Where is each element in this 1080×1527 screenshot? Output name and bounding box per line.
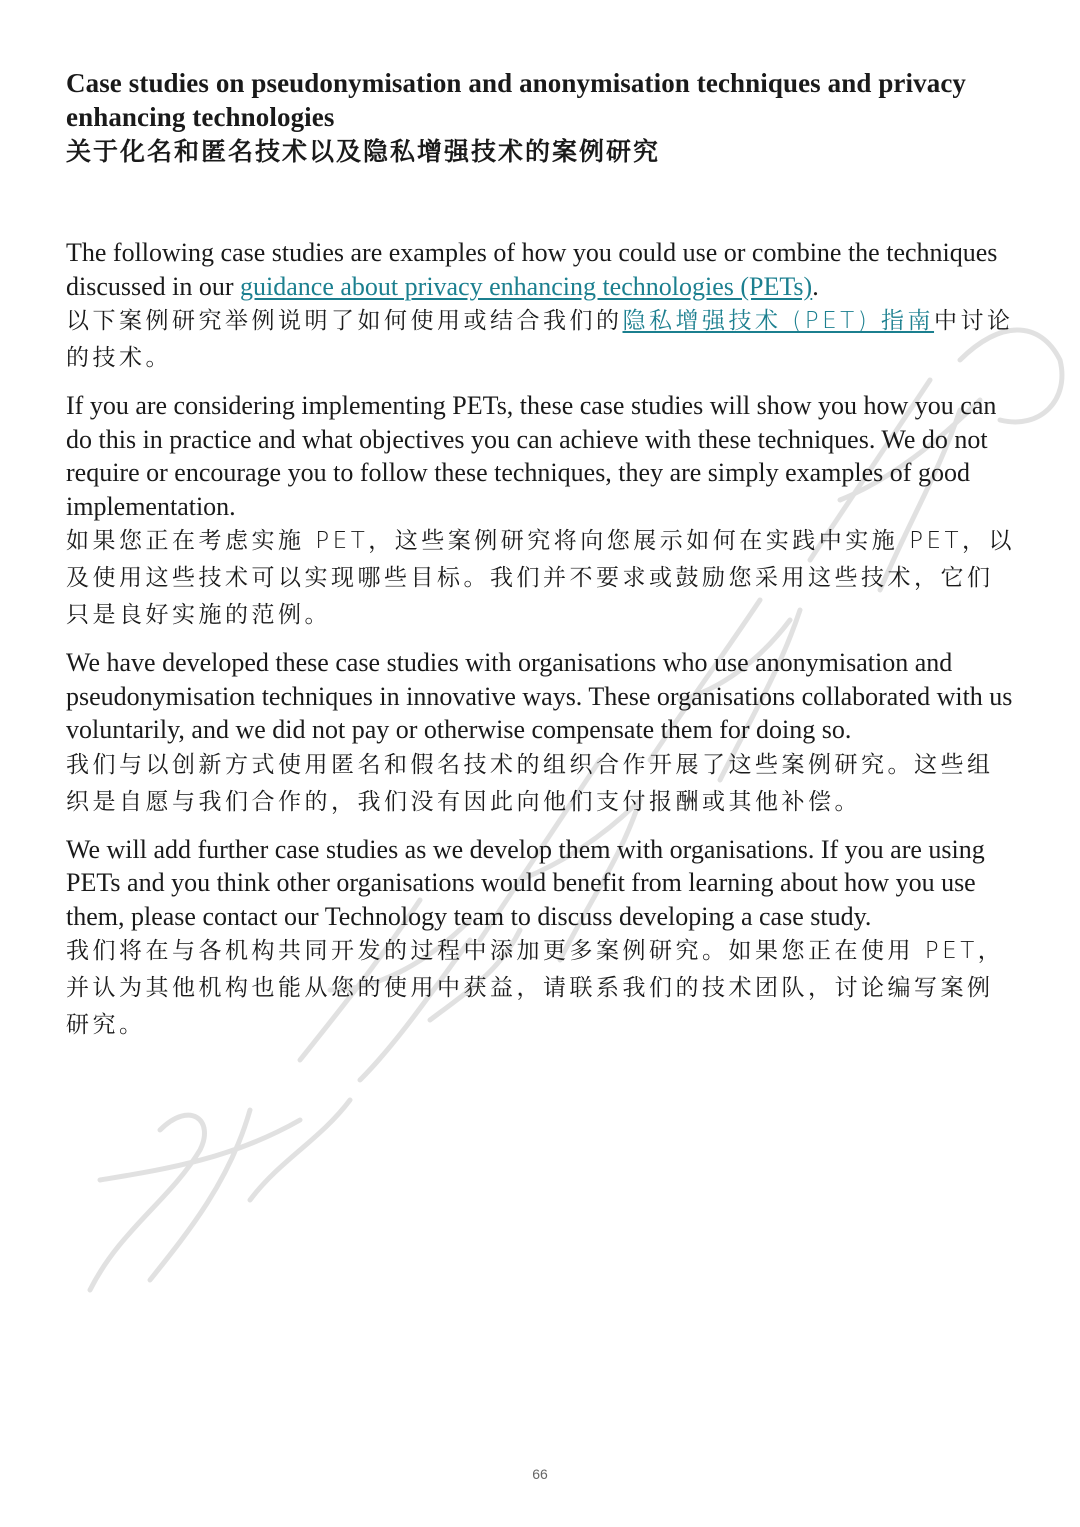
page-title-en: Case studies on pseudonymisation and anonymisation techniques and privacy enhancing technologies: [66, 68, 966, 132]
paragraph-further-en: We will add further case studies as we develop them with organisations. If you are using PETs and you think other organisations would benefit from learning about how you use them, please contact our Technology team to discuss developing a case study.: [66, 834, 985, 931]
paragraph-intro-zh: [66, 303, 1016, 377]
pets-guidance-link-zh[interactable]: 隐私增强技术 (PET) 指南: [622, 308, 935, 334]
paragraph-developed-zh: 我们与以创新方式使用匿名和假名技术的组织合作开展了这些案例研究。这些组织是自愿与我们合作的，我们没有因此向他们支付报酬或其他补偿。: [66, 751, 994, 815]
paragraph-further-zh: 我们将在与各机构共同开发的过程中添加更多案例研究。如果您正在使用 PET，并认为其他机构也能从您的使用中获益，请联系我们的技术团队，讨论编写案例研究。: [66, 938, 1005, 1038]
paragraph-intro-zh-end: 中讨论的技术。: [66, 308, 1014, 371]
page-title-zh: 关于化名和匿名技术以及隐私增强技术的案例研究: [66, 137, 661, 166]
paragraph-intro-zh-text: 以下案例研究举例说明了如何使用或结合我们的: [66, 308, 623, 334]
paragraph-implementing-en: If you are considering implementing PETs, these case studies will show you how you can do this in practice and what objectives you can achieve with these techniques. We do not require or encourage you to follow these techniques, they are simply examples of good implementation.: [66, 391, 997, 521]
paragraph-intro-en-text: The following case studies are examples of how you could use or combine the techniques discussed in our: [66, 238, 998, 301]
paragraph-further: [66, 833, 1016, 1045]
paragraph-implementing-zh: 如果您正在考虑实施 PET，这些案例研究将向您展示如何在实践中实施 PET，以及使用这些技术可以实现哪些目标。我们并不要求或鼓励您采用这些技术，它们只是良好实施的范例。: [66, 528, 1016, 628]
paragraph-intro-en: [66, 236, 1016, 303]
page-number: 66: [532, 1466, 548, 1482]
paragraph-intro: [66, 236, 1016, 377]
paragraph-intro-en-end: .: [812, 271, 819, 301]
paragraph-implementing: [66, 389, 1016, 634]
paragraph-developed: [66, 646, 1016, 821]
pets-guidance-link[interactable]: guidance about privacy enhancing technologies (PETs): [240, 271, 813, 301]
paragraph-developed-en: We have developed these case studies with organisations who use anonymisation and pseudonymisation techniques in innovative ways. These organisations collaborated with us voluntarily, and we did not pay or otherwise compensate them for doing so.: [66, 648, 1013, 744]
page-content: [66, 66, 1016, 1044]
